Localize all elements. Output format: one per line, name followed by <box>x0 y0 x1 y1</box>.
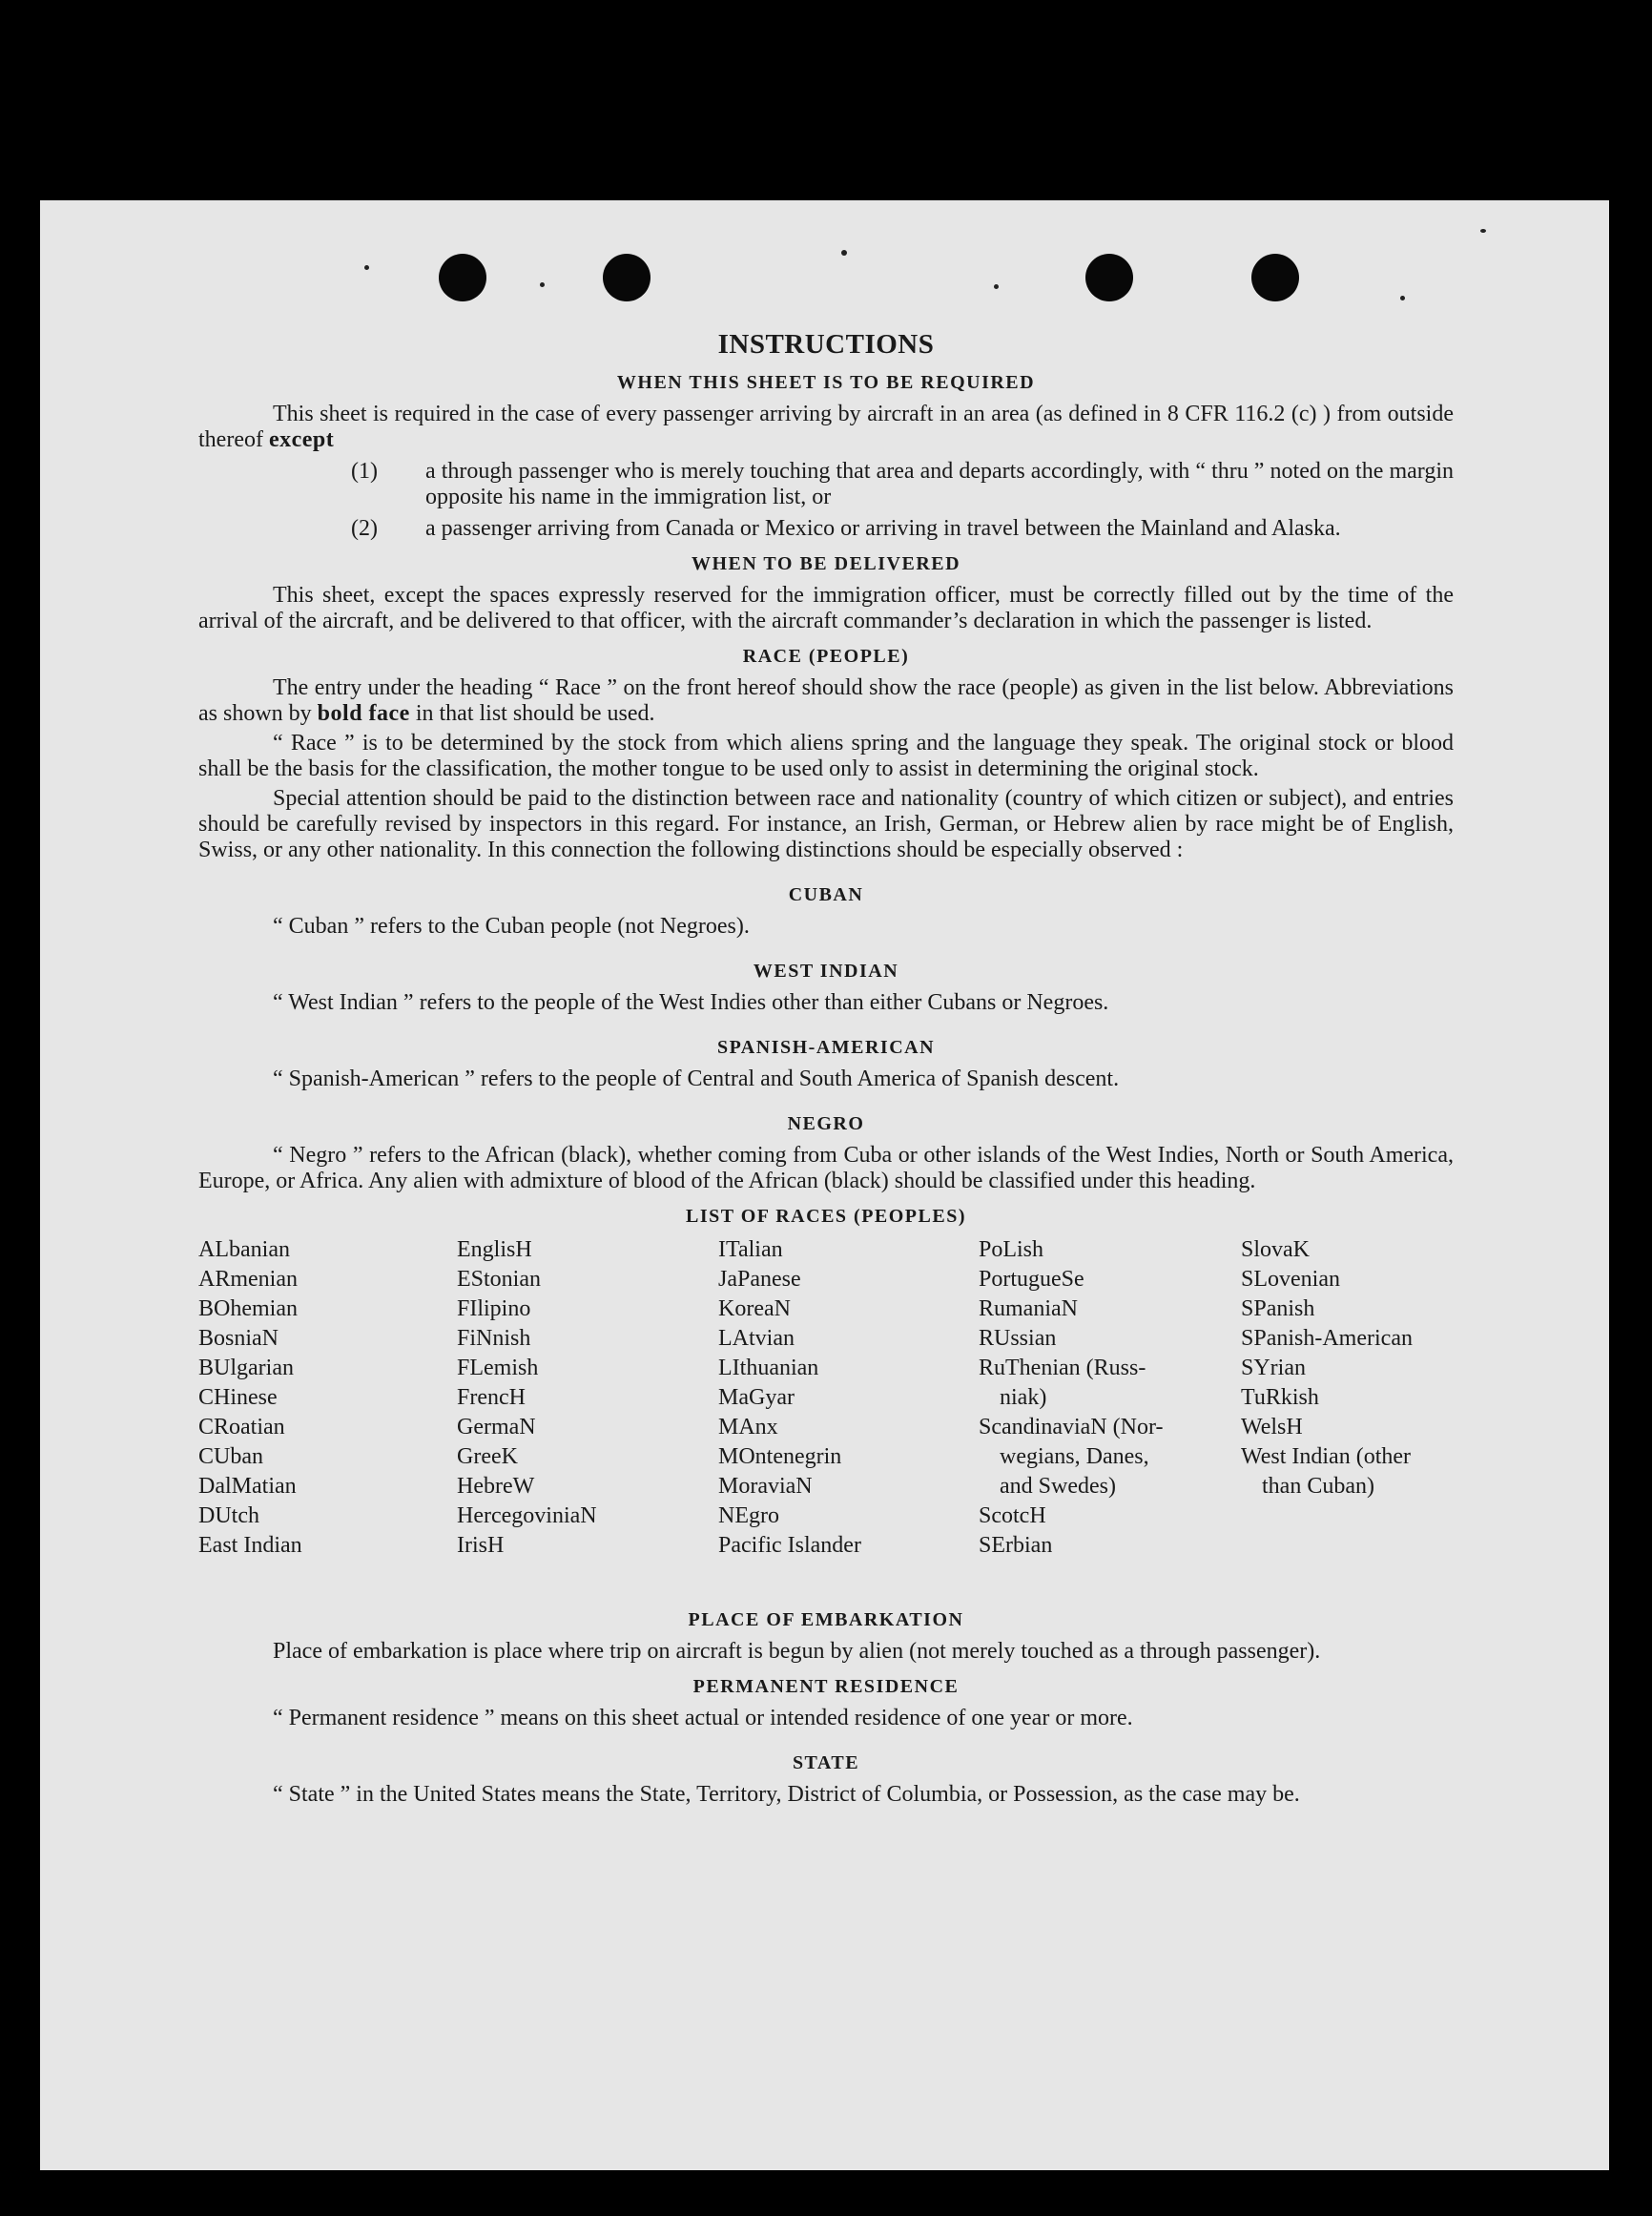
page-title: INSTRUCTIONS <box>717 329 935 360</box>
race-entry: LIthuanian <box>718 1356 819 1380</box>
section-heading: SPANISH-AMERICAN <box>716 1037 936 1058</box>
race-entry: ScandinaviaN (Nor- <box>979 1415 1164 1439</box>
race-entry: BosniaN <box>198 1326 279 1351</box>
race-entry: IrisH <box>457 1533 505 1558</box>
paragraph-text: This sheet is required in the case of every passenger arriving by aircraft in an area (as defined in 8 CFR 116.2 (c) ) from outside thereof <box>198 402 1454 452</box>
race-entry: EStonian <box>457 1267 541 1292</box>
section-heading: WHEN TO BE DELIVERED <box>691 553 961 574</box>
races-column <box>979 1235 1163 1561</box>
section-heading: PERMANENT RESIDENCE <box>692 1676 960 1697</box>
races-column <box>457 1235 597 1561</box>
instructions-content <box>198 329 1454 1812</box>
punch-hole <box>439 254 486 301</box>
race-entry: DUtch <box>198 1503 259 1528</box>
race-entry: ALbanian <box>198 1237 290 1262</box>
race-entry: CHinese <box>198 1385 278 1410</box>
race-entry: EnglisH <box>457 1237 532 1262</box>
race-entry: LAtvian <box>718 1326 795 1351</box>
item-text: a passenger arriving from Canada or Mexico or arriving in travel between the Mainland and Alaska. <box>425 516 1341 541</box>
paragraph: “ Spanish-American ” refers to the people of Central and South America of Spanish descent. <box>273 1067 1120 1091</box>
paragraph <box>198 675 1454 727</box>
speck <box>364 265 369 270</box>
section-heading: PLACE OF EMBARKATION <box>688 1609 964 1630</box>
race-entry: SPanish <box>1241 1296 1315 1321</box>
races-column <box>718 1235 861 1561</box>
bold-text: bold face <box>317 701 410 726</box>
race-entry: SlovaK <box>1241 1237 1310 1262</box>
race-entry: West Indian (other <box>1241 1444 1412 1469</box>
punch-hole <box>1085 254 1133 301</box>
section-heading: LIST OF RACES (PEOPLES) <box>685 1206 966 1227</box>
race-entry-continued: niak) <box>1000 1385 1047 1410</box>
race-entry: FiNnish <box>457 1326 531 1351</box>
paragraph: “ West Indian ” refers to the people of the West Indies other than either Cubans or Negroes. <box>273 990 1109 1015</box>
race-entry: RUssian <box>979 1326 1057 1351</box>
item-number: (2) <box>351 516 378 541</box>
race-entry: FrencH <box>457 1385 526 1410</box>
race-entry: JaPanese <box>718 1267 801 1292</box>
speck <box>1480 229 1486 233</box>
punch-hole <box>1251 254 1299 301</box>
race-entry: ARmenian <box>198 1267 298 1292</box>
paragraph: “ Race ” is to be determined by the stock from which aliens spring and the language they speak. The original stock or blood shall be the basis for the classification, the mother tongue to be used only to assist in determining the original stock. <box>198 731 1454 781</box>
race-entry: HebreW <box>457 1474 535 1499</box>
race-entry: HercegoviniaN <box>457 1503 597 1528</box>
race-entry: GreeK <box>457 1444 518 1469</box>
paragraph-text: in that list should be used. <box>415 701 655 726</box>
race-entry: PoLish <box>979 1237 1044 1262</box>
paragraph-text: The entry under the heading “ Race ” on the front hereof should show the race (people) as given in the list below. Abbreviations as shown by <box>198 675 1454 726</box>
race-entry: TuRkish <box>1241 1385 1319 1410</box>
paragraph: “ State ” in the United States means the State, Territory, District of Columbia, or Possession, as the case may be. <box>273 1782 1300 1807</box>
paragraph <box>198 402 1454 453</box>
race-entry: SLovenian <box>1241 1267 1340 1292</box>
race-entry: CRoatian <box>198 1415 285 1439</box>
race-entry: RuThenian (Russ- <box>979 1356 1146 1380</box>
speck <box>994 284 999 289</box>
race-entry: MoraviaN <box>718 1474 813 1499</box>
race-entry: KoreaN <box>718 1296 791 1321</box>
race-entry: CUban <box>198 1444 263 1469</box>
paragraph: “ Cuban ” refers to the Cuban people (not Negroes). <box>273 914 750 939</box>
race-entry: ITalian <box>718 1237 783 1262</box>
race-entry: BOhemian <box>198 1296 298 1321</box>
paragraph: “ Permanent residence ” means on this sheet actual or intended residence of one year or more. <box>273 1706 1133 1730</box>
race-entry: PortugueSe <box>979 1267 1084 1292</box>
speck <box>841 250 847 256</box>
race-entry: GermaN <box>457 1415 536 1439</box>
bold-text: except <box>268 427 335 452</box>
section-heading: CUBAN <box>788 884 864 905</box>
item-text: a through passenger who is merely touching that area and departs accordingly, with “ thru ” noted on the margin opposite his name in the immigration list, or <box>425 459 1454 509</box>
speck <box>1400 296 1405 300</box>
races-column <box>198 1235 302 1561</box>
race-entry: MAnx <box>718 1415 778 1439</box>
race-entry: DalMatian <box>198 1474 297 1499</box>
paragraph: Special attention should be paid to the distinction between race and nationality (country of which citizen or subject), and entries should be carefully revised by inspectors in this regard. For instance, an Irish, German, or Hebrew alien by race might be of English, Swiss, or any other nationality. In this connection the following distinctions should be especially observed : <box>198 786 1454 862</box>
race-entry-continued: than Cuban) <box>1262 1474 1374 1499</box>
section-heading: NEGRO <box>787 1113 865 1134</box>
section-heading: WEST INDIAN <box>753 961 899 982</box>
punch-hole <box>603 254 650 301</box>
section-heading: STATE <box>792 1752 860 1773</box>
race-entry: BUlgarian <box>198 1356 294 1380</box>
section-heading: RACE (PEOPLE) <box>742 646 910 667</box>
list-item <box>198 459 1454 510</box>
races-list <box>198 1235 1454 1598</box>
race-entry: SYrian <box>1241 1356 1306 1380</box>
document-sheet <box>40 200 1609 2170</box>
race-entry: FIlipino <box>457 1296 531 1321</box>
races-column <box>1241 1235 1413 1501</box>
race-entry: NEgro <box>718 1503 779 1528</box>
race-entry: ScotcH <box>979 1503 1046 1528</box>
paragraph: “ Negro ” refers to the African (black), whether coming from Cuba or other islands of the West Indies, North or South America, Europe, or Africa. Any alien with admixture of blood of the African (black) should be classified under this heading. <box>198 1143 1454 1193</box>
race-entry-continued: wegians, Danes, <box>1000 1444 1149 1469</box>
paragraph: This sheet, except the spaces expressly reserved for the immigration officer, must be correctly filled out by the time of the arrival of the aircraft, and be delivered to that officer, with the aircraft commander’s declaration in which the passenger is listed. <box>198 583 1454 633</box>
paragraph: Place of embarkation is place where trip on aircraft is begun by alien (not merely touched as a through passenger). <box>273 1639 1321 1664</box>
race-entry: FLemish <box>457 1356 539 1380</box>
race-entry: MOntenegrin <box>718 1444 842 1469</box>
race-entry: Pacific Islander <box>718 1533 861 1558</box>
race-entry: East Indian <box>198 1533 302 1558</box>
race-entry: MaGyar <box>718 1385 795 1410</box>
race-entry-continued: and Swedes) <box>1000 1474 1116 1499</box>
race-entry: SErbian <box>979 1533 1053 1558</box>
section-heading: WHEN THIS SHEET IS TO BE REQUIRED <box>616 372 1036 393</box>
race-entry: RumaniaN <box>979 1296 1078 1321</box>
speck <box>540 282 545 287</box>
race-entry: SPanish-American <box>1241 1326 1413 1351</box>
item-number: (1) <box>351 459 378 484</box>
list-item <box>198 516 1454 542</box>
race-entry: WelsH <box>1241 1415 1303 1439</box>
